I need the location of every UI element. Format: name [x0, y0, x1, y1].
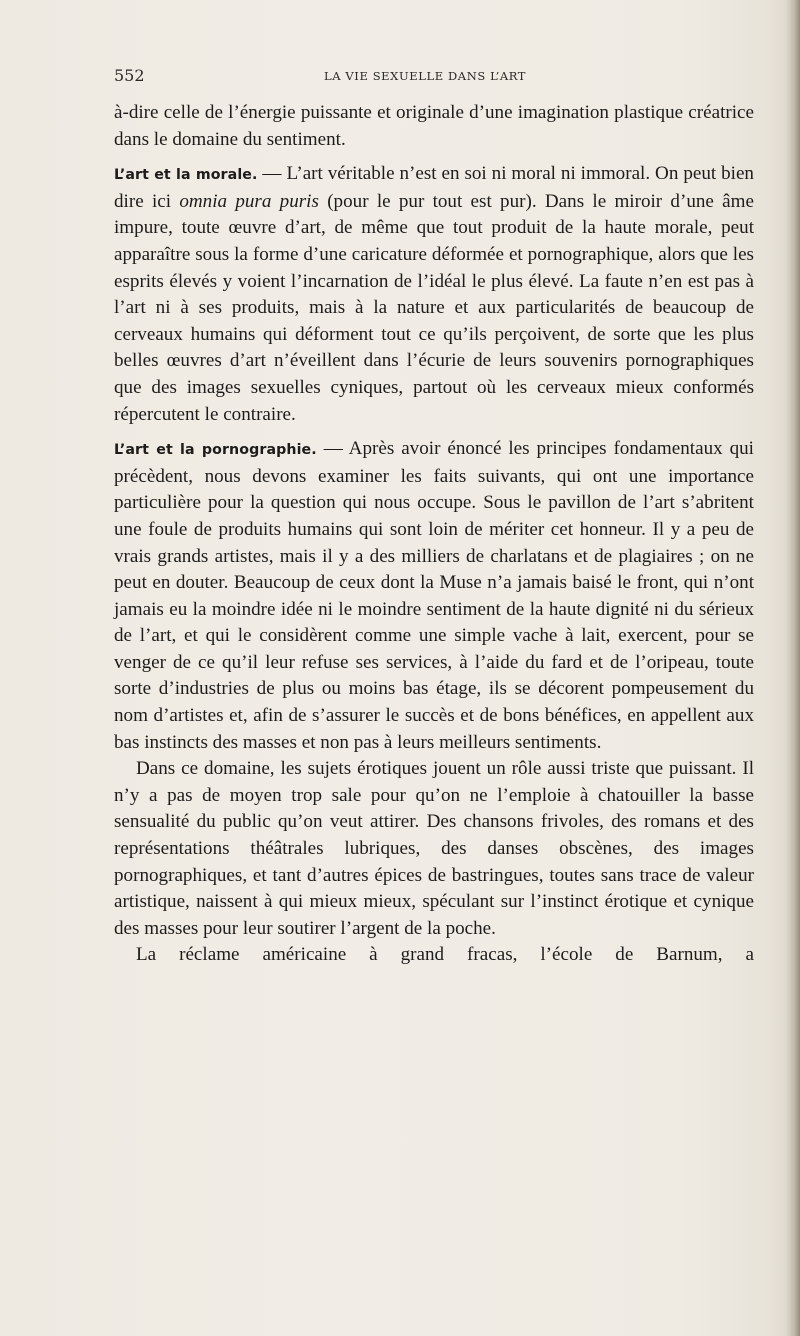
latin-quote: omnia pura puris	[179, 190, 319, 212]
paragraph-text: — L’art véritable n’est en soi ni moral ni immoral. On peut bien dire ici	[114, 163, 754, 212]
paragraph-american-advertising	[114, 942, 754, 969]
paragraph-continuation	[114, 100, 754, 153]
paragraph-art-and-pornography	[114, 436, 754, 756]
page-number: 552	[114, 66, 145, 85]
paragraph-art-and-morality	[114, 161, 754, 428]
paragraph-text: — Après avoir énoncé les principes fondamentaux qui précèdent, nous devons examiner les faits suivants, qui ont une importance particulière pour la question qui nous occupe. Sous le pavillon de l’art s’abritent une foule de produits humains qui sont loin de mériter cet honneur. Il y a peu de vrais grands artistes, mais il y a des milliers de charlatans et de plagiaires ; on ne peut en douter. Beaucoup de ceux dont la Muse n’a jamais baisé le front, qui n’ont jamais eu la moindre idée ni le moindre sentiment de la haute dignité ni du sérieux de l’art, et qui le considèrent comme une simple vache à lait, exercent, pour se venger de ce qu’il leur refuse ses services, à l’aide du fard et de l’oripeau, toute sorte d’industries de plus ou moins bas étage, ils se décorent pompeusement du nom d’artistes et, afin de s’assurer le succès et de bons bénéfices, en appellent aux bas instincts des masses et non pas à leurs meilleurs sentiments.	[114, 438, 754, 753]
body-text	[114, 100, 754, 969]
paragraph-text: Dans ce domaine, les sujets érotiques jouent un rôle aussi triste que puissant. Il n’y a pas de moyen trop sale pour qu’on ne l’emploie à chatouiller la basse sensualité du public qu’on veut attirer. Des chansons frivoles, des romans et des représentations théâtrales lubriques, des danses obscènes, des images pornographiques, et tant d’autres épices de bastringues, toutes sans trace de valeur artistique, naissent à qui mieux mieux, spéculant sur l’instinct érotique et cynique des masses pour leur soutirer l’argent de la poche.	[114, 758, 754, 939]
paragraph-text: (pour le pur tout est pur). Dans le miroir d’une âme impure, toute œuvre d’art, de même que tout produit de la haute morale, peut apparaître sous la forme d’une caricature déformée et pornographique, alors que les esprits élevés y voient l’incarnation de l’idéal le plus élevé. La faute n’en est pas à l’art ni à ses produits, mais à la nature et aux particularités de beaucoup de cerveaux humains qui déforment tout ce qu’ils perçoivent, de sorte que les plus belles œuvres d’art n’éveillent dans l’écurie de leurs souvenirs pornographiques que des images sexuelles cyniques, partout où les cerveaux mieux conformés répercutent le contraire.	[114, 190, 754, 425]
paragraph-erotic-subjects	[114, 756, 754, 942]
running-title: LA VIE SEXUELLE DANS L’ART	[324, 69, 527, 83]
paragraph-text: à-dire celle de l’énergie puissante et originale d’une imagination plastique créatrice dans le domaine du sentiment.	[114, 102, 754, 150]
page-header	[114, 66, 714, 88]
section-heading: L’art et la pornographie.	[114, 442, 317, 459]
section-heading: L’art et la morale.	[114, 167, 258, 184]
paragraph-text: La réclame américaine à grand fracas, l’école de Barnum, a	[136, 944, 754, 966]
page-edge-shadow	[786, 0, 800, 1336]
